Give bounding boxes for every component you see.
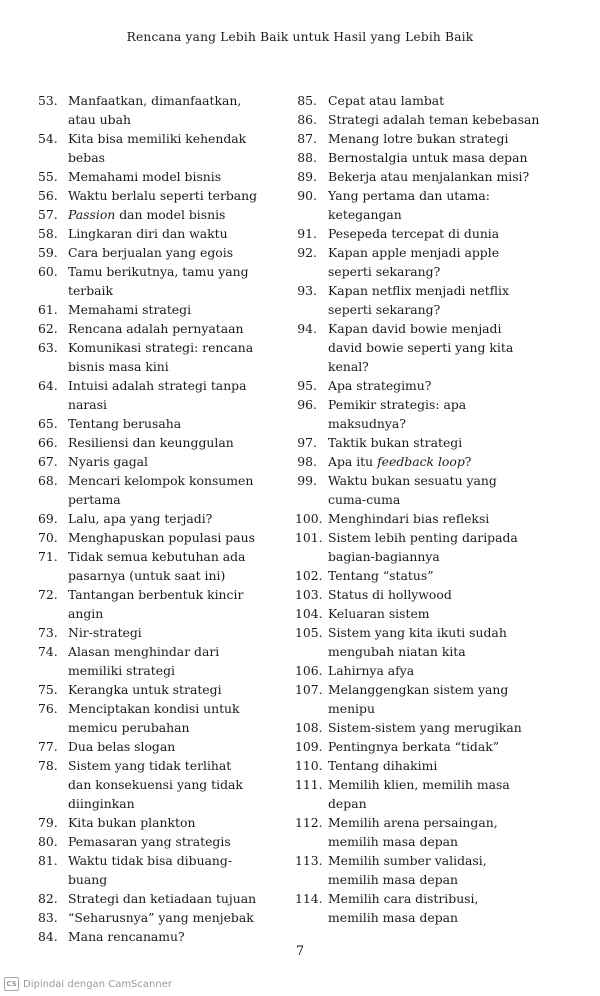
toc-entry-title: Intuisi adalah strategi tanpa narasi (68, 378, 247, 412)
toc-entry-number: 96. (297, 397, 317, 412)
toc-entry-title: Keluaran sistem (328, 606, 430, 621)
toc-entry-number: 104. (295, 606, 323, 621)
toc-entry-number: 109. (295, 739, 323, 754)
toc-entry (295, 661, 565, 680)
toc-entry-title: Tentang dihakimi (328, 758, 438, 773)
toc-entry-title: Strategi dan ketiadaan tujuan (68, 891, 257, 906)
toc-entry (295, 718, 565, 737)
toc-entry-title: Tidak semua kebutuhan ada pasarnya (untuk saat ini) (68, 549, 246, 583)
toc-entry-title: Lalu, apa yang terjadi? (68, 511, 213, 526)
toc-entry-title: Waktu berlalu seperti terbang (68, 188, 258, 203)
toc-entry-number: 88. (297, 150, 317, 165)
toc-entry (38, 851, 270, 889)
toc-entry-title (57, 205, 270, 224)
toc-entry-number: 72. (38, 587, 58, 602)
scanner-text: Dipindai dengan CamScanner (23, 978, 172, 990)
toc-entry-title: Pemasaran yang strategis (68, 834, 231, 849)
toc-entry-title: Lahirnya afya (328, 663, 415, 678)
toc-entry (295, 129, 565, 148)
toc-entry-number: 94. (297, 321, 317, 336)
toc-entry-title: Kita bukan plankton (68, 815, 196, 830)
scanner-watermark (4, 977, 172, 991)
toc-entry-number: 56. (38, 188, 58, 203)
toc-entry-number: 91. (297, 226, 317, 241)
toc-entry-number: 67. (38, 454, 58, 469)
toc-entry-title: Strategi adalah teman kebebasan (328, 112, 540, 127)
toc-entry-title: Bekerja atau menjalankan misi? (328, 169, 530, 184)
toc-entry-title: Status di hollywood (328, 587, 452, 602)
toc-entry-title: “Seharusnya” yang menjebak (68, 910, 254, 925)
toc-entry-number: 53. (38, 93, 58, 108)
toc-entry-title: Tentang berusaha (68, 416, 182, 431)
toc-entry-title: Cepat atau lambat (328, 93, 445, 108)
toc-entry-number: 105. (295, 625, 323, 640)
toc-entry (38, 205, 270, 224)
toc-entry-title: Bernostalgia untuk masa depan (328, 150, 528, 165)
toc-entry-number: 61. (38, 302, 58, 317)
toc-entry-title: Sistem lebih penting daripada bagian-bagiannya (328, 530, 518, 564)
toc-entry-title: Sistem yang tidak terlihat dan konsekuensi yang tidak diinginkan (68, 758, 243, 811)
toc-entry-title: Dua belas slogan (68, 739, 176, 754)
toc-entry (295, 528, 565, 566)
toc-entry (38, 319, 270, 338)
toc-entry-title: Resiliensi dan keunggulan (68, 435, 234, 450)
toc-entry-number: 63. (38, 340, 58, 355)
toc-entry (38, 623, 270, 642)
toc-entry (38, 680, 270, 699)
toc-entry-number: 57. (38, 207, 58, 222)
toc-entry-number: 90. (297, 188, 317, 203)
toc-entry-title: Melanggengkan sistem yang menipu (328, 682, 509, 716)
toc-entry-number: 95. (297, 378, 317, 393)
toc-entry-number: 70. (38, 530, 58, 545)
toc-entry-title: Menghindari bias refleksi (328, 511, 490, 526)
toc-entry-title: Menghapuskan populasi paus (68, 530, 255, 545)
toc-entry-title (317, 452, 565, 471)
toc-entry-title: Memilih sumber validasi, memilih masa depan (328, 853, 487, 887)
toc-entry-number: 84. (38, 929, 58, 944)
toc-entry-number: 114. (295, 891, 323, 906)
toc-entry-number: 93. (297, 283, 317, 298)
toc-entry-title: Menang lotre bukan strategi (328, 131, 509, 146)
toc-entry (295, 395, 565, 433)
toc-entry (38, 756, 270, 813)
toc-entry-number: 81. (38, 853, 58, 868)
toc-entry (295, 585, 565, 604)
toc-entry-title-italic: Passion (68, 207, 116, 222)
toc-entry-title: Memilih cara distribusi, memilih masa depan (328, 891, 479, 925)
toc-entry (38, 547, 270, 585)
toc-entry-number: 74. (38, 644, 58, 659)
toc-entry-title-text: Apa itu (328, 454, 378, 469)
toc-entry-number: 92. (297, 245, 317, 260)
toc-entry-number: 65. (38, 416, 58, 431)
toc-entry (295, 319, 565, 376)
toc-entry (295, 851, 565, 889)
toc-entry-number: 89. (297, 169, 317, 184)
toc-entry-title: Memilih arena persaingan, memilih masa depan (328, 815, 498, 849)
toc-entry-title: Pentingnya berkata “tidak” (328, 739, 500, 754)
toc-entry (38, 186, 270, 205)
toc-entry (38, 908, 270, 927)
toc-entry-number: 55. (38, 169, 58, 184)
toc-entry (295, 110, 565, 129)
toc-entry (295, 756, 565, 775)
toc-entry-title: Mencari kelompok konsumen pertama (68, 473, 254, 507)
toc-entry-number: 60. (38, 264, 58, 279)
toc-entry (38, 129, 270, 167)
toc-entry (295, 186, 565, 224)
toc-entry-title: Memilih klien, memilih masa depan (328, 777, 510, 811)
toc-entry (38, 224, 270, 243)
toc-entry-number: 103. (295, 587, 323, 602)
toc-entry-title: Alasan menghindar dari memiliki strategi (68, 644, 220, 678)
toc-entry (295, 376, 565, 395)
toc-entry-number: 99. (297, 473, 317, 488)
toc-entry (295, 148, 565, 167)
toc-entry (295, 281, 565, 319)
toc-entry-number: 68. (38, 473, 58, 488)
toc-entry-number: 79. (38, 815, 58, 830)
toc-entry (295, 452, 565, 471)
toc-entry (295, 737, 565, 756)
toc-entry-title: Waktu tidak bisa dibuang-buang (68, 853, 233, 887)
toc-entry-number: 111. (295, 777, 323, 792)
toc-entry (295, 224, 565, 243)
toc-entry (38, 376, 270, 414)
toc-entry-number: 101. (295, 530, 323, 545)
toc-entry-title: Pesepeda tercepat di dunia (328, 226, 500, 241)
toc-entry (38, 737, 270, 756)
toc-entry-title: Nir-strategi (68, 625, 142, 640)
toc-entry (38, 642, 270, 680)
toc-entry (38, 433, 270, 452)
toc-entry-title: Kita bisa memiliki kehendak bebas (68, 131, 247, 165)
toc-entry-number: 78. (38, 758, 58, 773)
toc-entry-title-suffix: ? (464, 454, 472, 469)
toc-entry-title: Taktik bukan strategi (328, 435, 463, 450)
toc-entry-title: Tentang “status” (328, 568, 434, 583)
toc-entry (38, 471, 270, 509)
toc-entry-number: 107. (295, 682, 323, 697)
toc-entry-number: 87. (297, 131, 317, 146)
toc-entry-number: 100. (295, 511, 323, 526)
toc-entry (295, 509, 565, 528)
running-header: Rencana yang Lebih Baik untuk Hasil yang Lebih Baik (126, 30, 474, 44)
toc-entry-title: Menciptakan kondisi untuk memicu perubahan (68, 701, 240, 735)
toc-entry-number: 76. (38, 701, 58, 716)
toc-entry (295, 680, 565, 718)
toc-entry (295, 889, 565, 927)
toc-entry-title: Waktu bukan sesuatu yang cuma-cuma (328, 473, 497, 507)
toc-entry-number: 82. (38, 891, 58, 906)
toc-column-right (295, 91, 565, 927)
toc-entry (38, 167, 270, 186)
toc-entry-title: Tamu berikutnya, tamu yang terbaik (68, 264, 249, 298)
toc-entry (295, 91, 565, 110)
toc-entry-title: Yang pertama dan utama: ketegangan (328, 188, 490, 222)
toc-entry-number: 83. (38, 910, 58, 925)
toc-entry (38, 414, 270, 433)
toc-entry (295, 167, 565, 186)
toc-entry (38, 262, 270, 300)
toc-entry-title: Mana rencanamu? (68, 929, 185, 944)
toc-entry-number: 98. (297, 454, 317, 469)
toc-entry (38, 585, 270, 623)
toc-entry-number: 62. (38, 321, 58, 336)
toc-entry (38, 509, 270, 528)
toc-entry-number: 97. (297, 435, 317, 450)
toc-entry-title: Cara berjualan yang egois (68, 245, 234, 260)
toc-entry-number: 73. (38, 625, 58, 640)
toc-entry (295, 566, 565, 585)
toc-entry-title: Pemikir strategis: apa maksudnya? (328, 397, 467, 431)
toc-entry-number: 106. (295, 663, 323, 678)
toc-entry-number: 77. (38, 739, 58, 754)
toc-entry-title: Nyaris gagal (68, 454, 149, 469)
toc-entry (295, 471, 565, 509)
toc-entry-number: 113. (295, 853, 323, 868)
toc-entry (295, 604, 565, 623)
toc-entry-title: Lingkaran diri dan waktu (68, 226, 228, 241)
toc-entry-title: Kerangka untuk strategi (68, 682, 222, 697)
toc-entry (38, 300, 270, 319)
toc-entry-title: Kapan david bowie menjadi david bowie seperti yang kita kenal? (328, 321, 514, 374)
toc-entry (38, 699, 270, 737)
toc-entry-number: 75. (38, 682, 58, 697)
toc-entry (38, 528, 270, 547)
toc-entry-title-italic: feedback loop (377, 454, 465, 469)
toc-entry-number: 80. (38, 834, 58, 849)
toc-entry-number: 54. (38, 131, 58, 146)
toc-entry (295, 623, 565, 661)
toc-entry-number: 64. (38, 378, 58, 393)
toc-entry (38, 243, 270, 262)
toc-entry-title: Apa strategimu? (328, 378, 432, 393)
toc-entry (38, 452, 270, 471)
toc-column-left (38, 91, 270, 946)
toc-entry (38, 91, 270, 129)
toc-entry-number: 69. (38, 511, 58, 526)
toc-entry (38, 338, 270, 376)
toc-entry-number: 58. (38, 226, 58, 241)
toc-entry-title: Manfaatkan, dimanfaatkan, atau ubah (68, 93, 242, 127)
toc-entry (38, 889, 270, 908)
toc-entry-title: Sistem-sistem yang merugikan (328, 720, 522, 735)
toc-entry-title: Tantangan berbentuk kincir angin (68, 587, 244, 621)
toc-entry (38, 813, 270, 832)
toc-entry-title: Komunikasi strategi: rencana bisnis masa kini (68, 340, 254, 374)
toc-entry (38, 832, 270, 851)
toc-entry-title: Kapan netflix menjadi netflix seperti sekarang? (328, 283, 509, 317)
toc-entry (295, 433, 565, 452)
toc-entry-title: Rencana adalah pernyataan (68, 321, 244, 336)
toc-entry-number: 108. (295, 720, 323, 735)
toc-entry (295, 813, 565, 851)
toc-entry-number: 71. (38, 549, 58, 564)
toc-entry (295, 775, 565, 813)
toc-entry-title: Memahami model bisnis (68, 169, 222, 184)
toc-entry-number: 86. (297, 112, 317, 127)
toc-entry-title-text: dan model bisnis (115, 207, 226, 222)
toc-entry-number: 85. (297, 93, 317, 108)
toc-entry-title: Memahami strategi (68, 302, 192, 317)
toc-entry-title: Sistem yang kita ikuti sudah mengubah niatan kita (328, 625, 507, 659)
toc-entry-number: 102. (295, 568, 323, 583)
toc-entry-number: 112. (295, 815, 323, 830)
toc-entry-number: 59. (38, 245, 58, 260)
toc-entry-title: Kapan apple menjadi apple seperti sekarang? (328, 245, 500, 279)
toc-entry-number: 110. (295, 758, 323, 773)
toc-entry-number: 66. (38, 435, 58, 450)
page-number: 7 (295, 944, 305, 959)
toc-entry (295, 243, 565, 281)
camscanner-icon: CS (4, 977, 19, 991)
